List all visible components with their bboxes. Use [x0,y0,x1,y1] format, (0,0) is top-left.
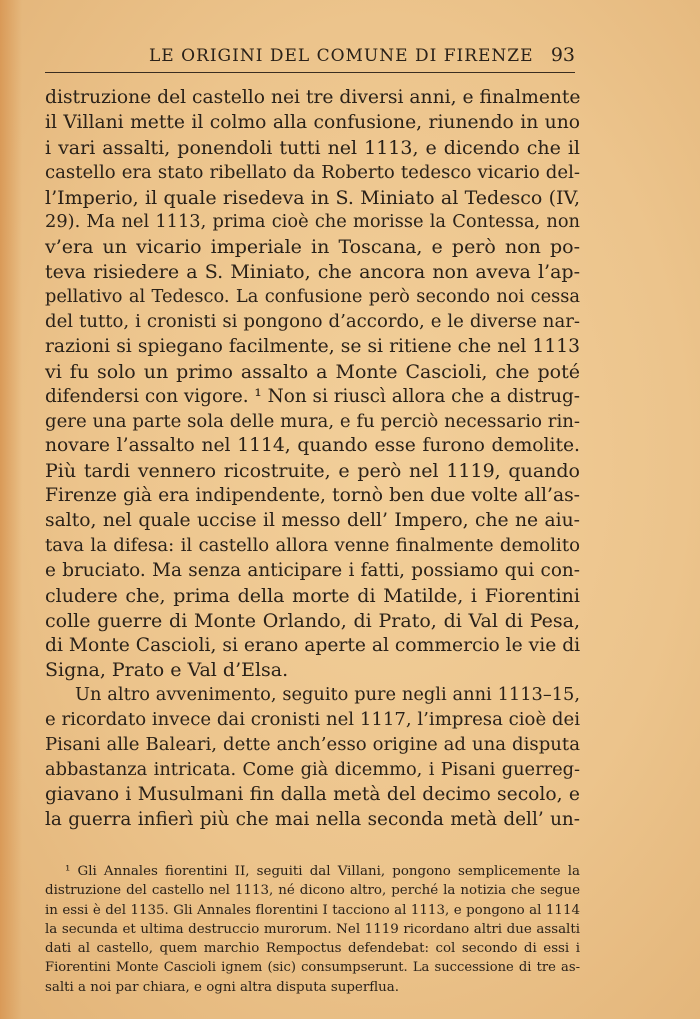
footnote-line: dati al castello, quem marchio Rempoctus defendebat: col secondo di essi i [45,941,580,957]
page-header [45,42,575,72]
text-line: razioni si spiegano facilmente, se si ritiene che nel 1113 [45,335,580,357]
text-line: di Monte Cascioli, si erano aperte al commercio le vie di [45,634,581,656]
text-line: salto, nel quale uccise il messo dell’ Impero, che ne aiu- [45,510,580,532]
text-line: cludere che, prima della morte di Matilde, i Fiorentini [45,584,580,607]
text-line: gere una parte sola delle mura, e fu perciò necessario rin- [45,410,580,432]
page-number: 93 [550,44,575,66]
text-line: giavano i Musulmani fin dalla metà del decimo secolo, e [45,783,580,805]
footnotes [45,862,580,997]
page-edge-shadow [0,0,22,1019]
text-line: la guerra infierì più che mai nella seconda metà dell’ un- [45,808,580,830]
text-line: v’era un vicario imperiale in Toscana, e però non po- [45,236,580,259]
text-line: vi fu solo un primo assalto a Monte Cascioli, che poté [45,360,580,383]
text-line: castello era stato ribellato da Roberto tedesco vicario del- [45,161,580,183]
header-rule [45,72,575,73]
footnote-line: la secunda et ultima destruccio murorum. Nel 1119 ricordano altri due assalti [45,921,580,937]
text-line: abbastanza intricata. Come già dicemmo, i Pisani guerreg- [45,759,580,781]
text-line: teva risiedere a S. Miniato, che ancora non aveva l’ap- [45,261,580,284]
footnote-line: in essi è del 1135. Gli Annales florentini I tacciono al 1113, e pongono al 1114 [45,902,580,918]
body-text [45,86,580,833]
text-line: colle guerre di Monte Orlando, di Prato, di Val di Pesa, [45,609,580,632]
text-line: e bruciato. Ma senza anticipare i fatti, possiamo qui con- [45,559,580,581]
text-line: Un altro avvenimento, seguito pure negli anni 1113–15, [75,684,580,706]
text-line: tava la difesa: il castello allora venne finalmente demolito [45,535,580,557]
text-line: i vari assalti, ponendoli tutti nel 1113, e dicendo che il [45,136,580,159]
text-line: l’Imperio, il quale risedeva in S. Miniato al Tedesco (IV, [45,186,580,209]
text-line: Pisani alle Baleari, dette anch’esso origine ad una disputa [45,734,580,756]
text-line: Signa, Prato e Val d’Elsa. [45,659,289,682]
footnote-line: salti a noi par chiara, e ogni altra disputa superflua. [45,979,400,995]
footnote-line: distruzione del castello nel 1113, né dicono altro, perché la notizia che segue [45,883,580,899]
footnote-line: ¹ Gli Annales fiorentini II, seguiti dal Villani, pongono semplicemente la [65,864,580,879]
text-line: pellativo al Tedesco. La confusione però secondo noi cessa [45,286,580,308]
text-line: e ricordato invece dai cronisti nel 1117, l’impresa cioè dei [45,709,580,731]
text-line: 29). Ma nel 1113, prima cioè che morisse la Contessa, non [45,211,580,233]
text-line: Firenze già era indipendente, tornò ben due volte all’as- [45,485,580,507]
text-line: difendersi con vigore. ¹ Non si riuscì allora che a distrug- [45,385,580,407]
text-line: Più tardi vennero ricostruite, e però nel 1119, quando [45,460,580,483]
text-line: novare l’assalto nel 1114, quando esse furono demolite. [45,435,580,457]
running-title: LE ORIGINI DEL COMUNE DI FIRENZE [149,46,534,66]
text-line: il Villani mette il colmo alla confusione, riunendo in uno [45,111,580,133]
footnote-line: Fiorentini Monte Cascioli ignem (sic) consumpserunt. La successione di tre as- [45,960,580,976]
text-line: del tutto, i cronisti si pongono d’accordo, e le diverse nar- [45,311,580,333]
text-line: distruzione del castello nei tre diversi anni, e finalmente [45,87,581,108]
